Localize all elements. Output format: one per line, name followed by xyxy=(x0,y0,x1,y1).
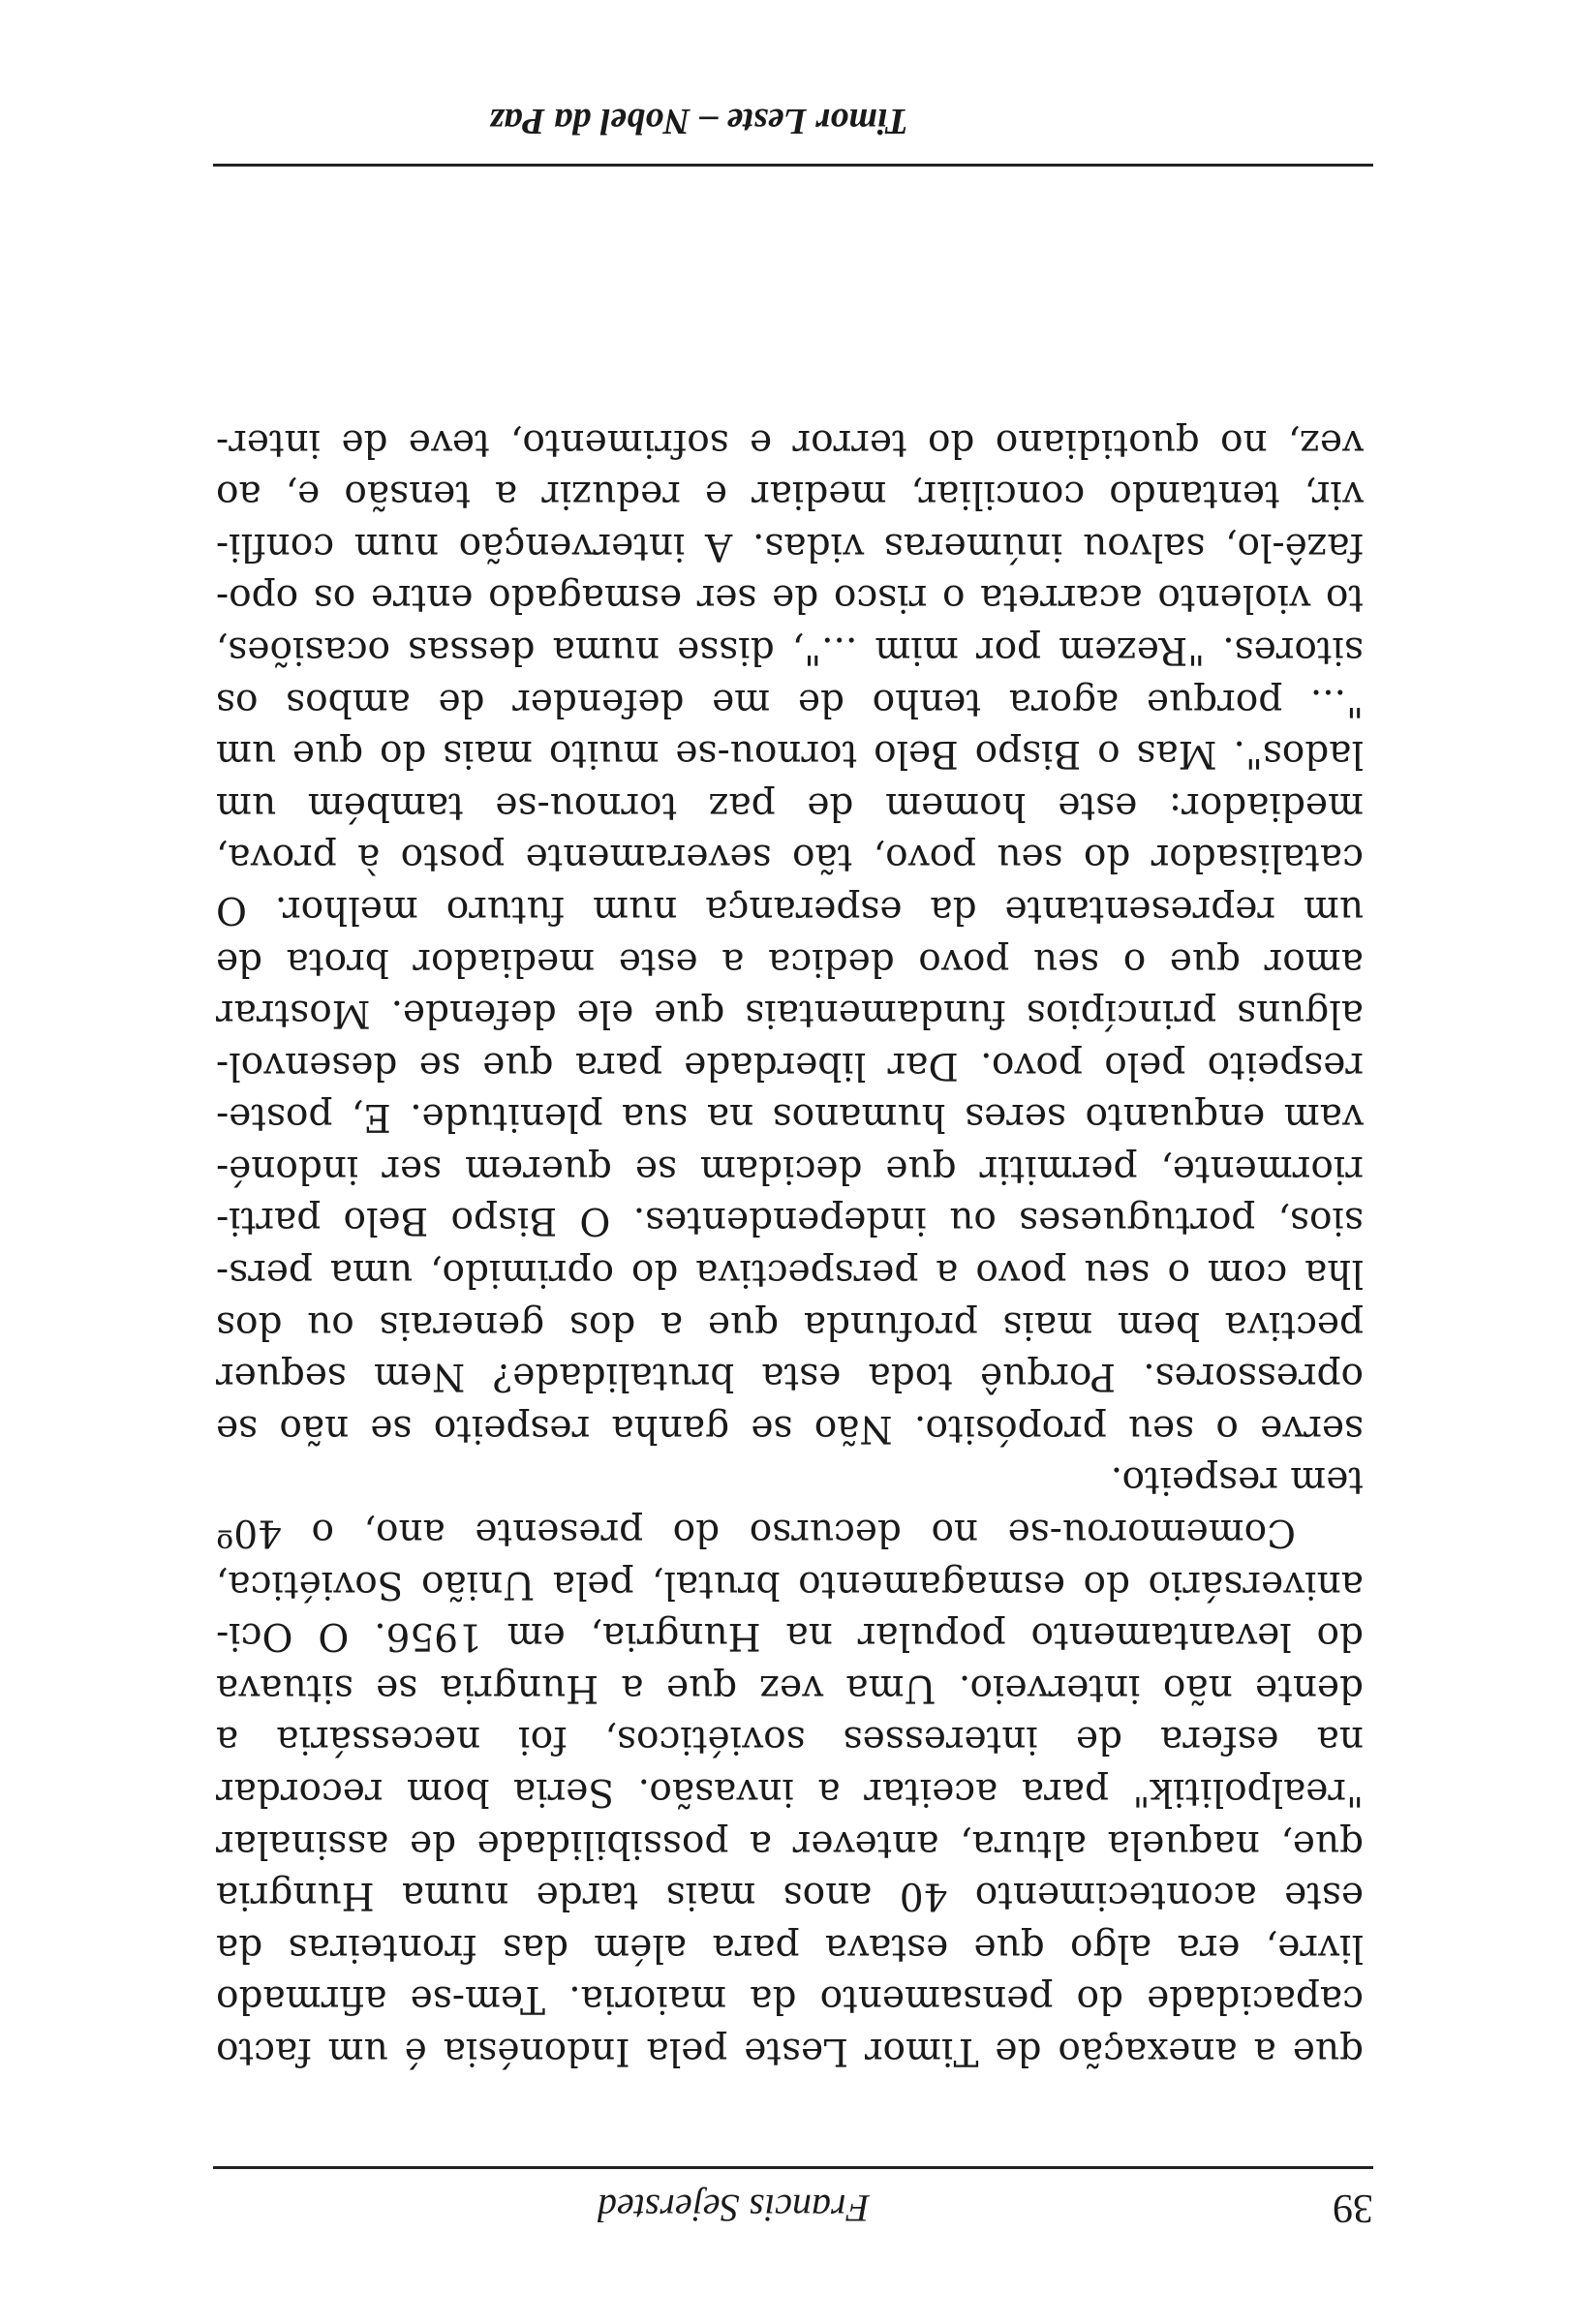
text-line: vir, tentando conciliar, mediar e reduzir a tensão e, ao xyxy=(216,473,1364,517)
text-line: que a anexação de Timor Leste pela Indonésia é um facto xyxy=(216,2030,1364,2073)
text-line: livre, era algo que estava para além das fronteiras da xyxy=(216,1925,1364,1970)
text-line: Comemorou-se no decurso do presente ano, o 40º xyxy=(216,1511,1296,1555)
body-text xyxy=(216,208,1364,2077)
author-name: Francis Sejersted xyxy=(597,2186,870,2230)
text-line: sitores. "Rezem por mim ...", disse numa dessas ocasiões, xyxy=(216,627,1364,672)
text-line: este acontecimento 40 anos mais tarde numa Hungria xyxy=(216,1874,1364,1918)
text-line: aniversário do esmagamento brutal, pela União Soviética, xyxy=(216,1562,1364,1606)
text-line: respeito pelo povo. Dar liberdade para que se desenvol- xyxy=(216,1043,1364,1087)
text-line: to violento acarreta o risco de ser esmagado entre os opo- xyxy=(216,576,1364,621)
text-line: dente não interveio. Uma vez que a Hungria se situava xyxy=(216,1666,1364,1710)
text-line: tem respeito. xyxy=(1110,1458,1364,1503)
text-line: do levantamento popular na Hungria, em 1956. O Oci- xyxy=(216,1614,1364,1659)
header-rule xyxy=(213,2166,1373,2169)
text-line: lados". Mas o Bispo Belo tornou-se muito mais do que um xyxy=(216,732,1364,777)
text-line: sios, portugueses ou independentes. O Bispo Belo parti- xyxy=(216,1199,1364,1243)
text-line: serve o seu propósito. Não se ganha respeito se não se xyxy=(216,1406,1364,1451)
text-line: um representante da esperança num futuro melhor. O xyxy=(216,887,1364,932)
running-header xyxy=(213,2179,1373,2237)
text-line: pectiva bem mais profunda que a dos generais ou dos xyxy=(216,1302,1364,1347)
footer-rule xyxy=(213,164,1373,167)
text-line: lha com o seu povo a perspectiva do oprimido, uma pers- xyxy=(216,1251,1364,1296)
text-line: riormente, permitir que decidam se querem ser indoné- xyxy=(216,1147,1364,1191)
text-line: fazê-lo, salvou inúmeras vidas. A intervenção num confli- xyxy=(216,524,1364,568)
text-line: "... porque agora tenho de me defender de ambos os xyxy=(216,680,1364,724)
text-line: catalisador do seu povo, tão severamente posto à prova, xyxy=(216,836,1364,880)
book-title: Timor Leste – Nobel da Paz xyxy=(489,101,908,141)
text-line: mediador: este homem de paz tornou-se também um xyxy=(216,783,1364,828)
page-number: 39 xyxy=(1333,2186,1373,2230)
text-line: alguns princípios fundamentais que ele defende. Mostrar xyxy=(216,992,1364,1036)
running-footer xyxy=(213,92,1373,150)
text-line: vam enquanto seres humanos na sua plenitude. E, poste- xyxy=(216,1095,1364,1140)
text-line: opressores. Porquê toda esta brutalidade? Nem sequer xyxy=(216,1355,1364,1399)
text-line: na esfera de interesses soviéticos, foi necessária a xyxy=(216,1718,1364,1762)
text-line: "realpolitik" para aceitar a invasão. Seria bom recordar xyxy=(216,1770,1364,1815)
text-line: capacidade do pensamento da maioria. Tem-se afirmado xyxy=(216,1977,1364,2022)
text-line: amor que o seu povo dedica a este mediador brota de xyxy=(216,939,1364,984)
text-line: vez, no quotidiano do terror e sofrimento, teve de inter- xyxy=(216,420,1364,465)
text-line: que, naquela altura, antever a possibilidade de assinalar xyxy=(216,1821,1364,1866)
